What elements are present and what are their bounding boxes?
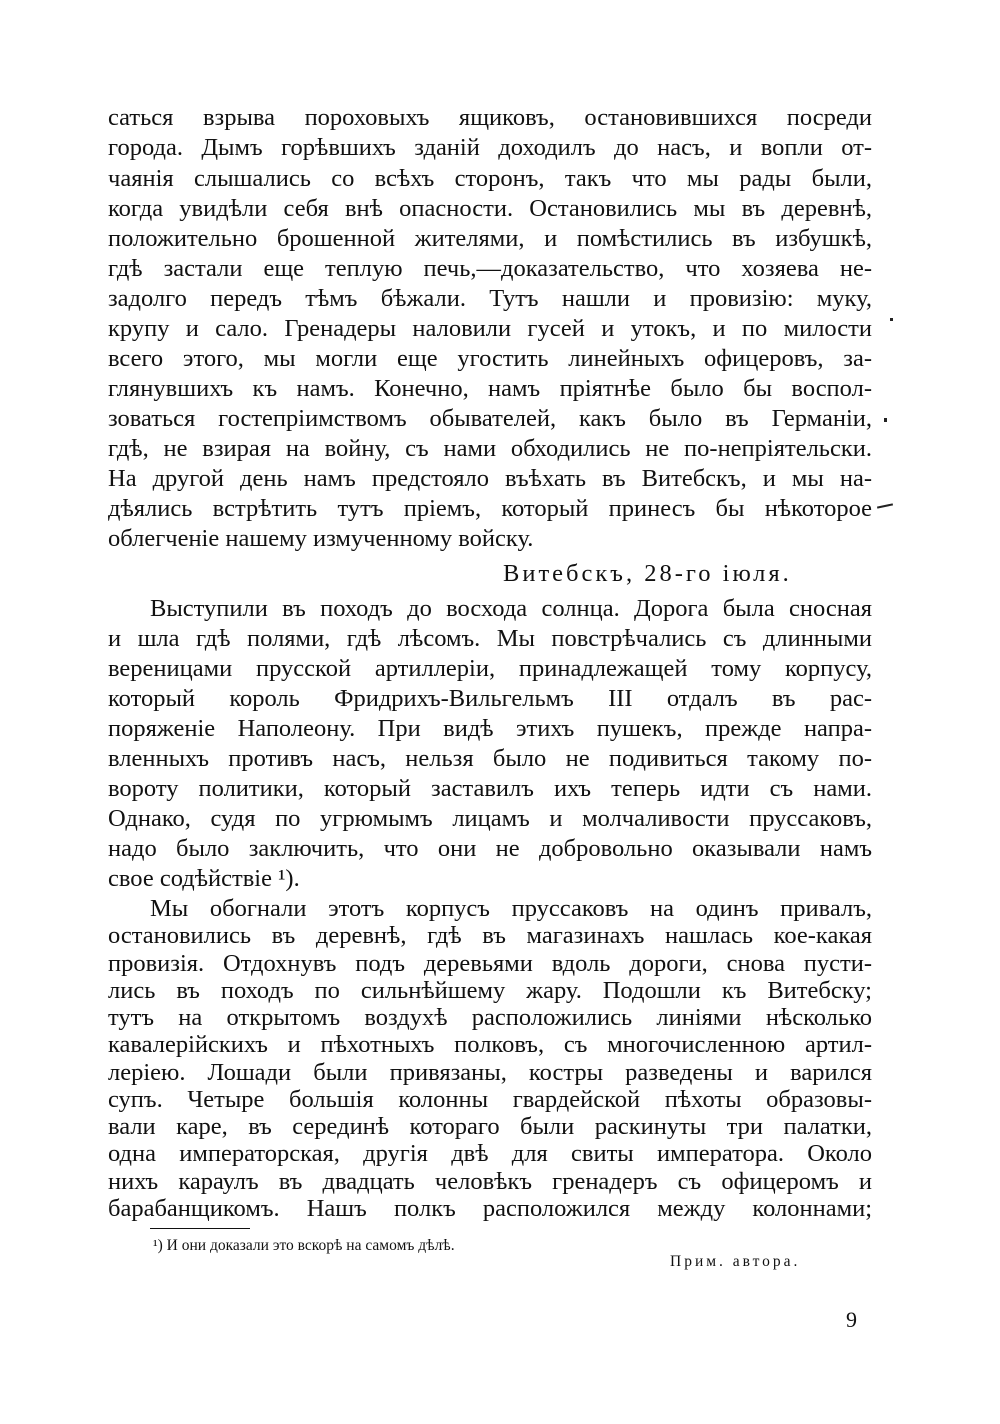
text-line: чаянія слышались со всѣхъ сторонъ, такъ что мы рады были, xyxy=(108,165,872,192)
text-line: крупу и сало. Гренадеры наловили гусей и утокъ, и по милости xyxy=(108,315,872,342)
text-line: леріею. Лошади были привязаны, костры разведены и варился xyxy=(108,1059,872,1086)
text-line: На другой день намъ предстояло въѣхать въ Витебскъ, и мы на- xyxy=(108,465,872,492)
text-line: всего этого, мы могли еще угостить линейныхъ офицеровъ, за- xyxy=(108,345,872,372)
page-number: 9 xyxy=(846,1307,857,1332)
text-line: вленныхъ противъ насъ, нельзя было не подивиться такому по- xyxy=(108,745,872,772)
margin-mark xyxy=(877,503,893,508)
text-line: гдѣ застали еще теплую печь,—доказательство, что хозяева не- xyxy=(108,255,872,282)
text-line: вали каре, въ серединѣ котораго были раскинуты три палатки, xyxy=(108,1113,872,1140)
text-line: провизія. Отдохнувъ подъ деревьями вдоль дороги, снова пусти- xyxy=(108,950,872,977)
text-line: Однако, судя по угрюмымъ лицамъ и молчаливости пруссаковъ, xyxy=(108,805,872,832)
text-line: барабанщикомъ. Нашъ полкъ расположился между колоннами; xyxy=(108,1195,872,1222)
footnote-attribution: Прим. автора. xyxy=(670,1253,801,1270)
text-line: кавалерійскихъ и пѣхотныхъ полковъ, съ многочисленною артил- xyxy=(108,1031,872,1058)
text-line: облегченіе нашему измученному войску. xyxy=(108,525,534,552)
text-line: дѣялись встрѣтить тутъ пріемъ, который принесъ бы нѣкоторое xyxy=(108,495,872,522)
margin-mark xyxy=(884,418,887,422)
text-line: надо было заключить, что они не добровольно оказывали намъ xyxy=(108,835,872,862)
text-line: поряженіе Наполеону. При видѣ этихъ пушекъ, прежде напра- xyxy=(108,715,872,742)
margin-mark xyxy=(890,318,893,321)
text-line: лись въ походъ по сильнѣйшему жару. Подошли къ Витебску; xyxy=(108,977,872,1004)
text-line: глянувшихъ къ намъ. Конечно, намъ пріятнѣе было бы воспол- xyxy=(108,375,872,402)
text-line-footnote-ref: свое содѣйствіе ¹). xyxy=(108,865,300,892)
dateline-heading: Витебскъ, 28-го іюля. xyxy=(503,560,792,587)
footnote-rule xyxy=(150,1228,250,1229)
text-line: города. Дымъ горѣвшихъ зданій доходилъ до насъ, и вопли от- xyxy=(108,134,872,161)
text-line: остановились въ деревнѣ, гдѣ въ магазинахъ нашлась кое-какая xyxy=(108,922,872,949)
text-line: саться взрыва пороховыхъ ящиковъ, остановившихся посреди xyxy=(108,104,872,131)
text-line: Выступили въ походъ до восхода солнца. Дорога была сносная xyxy=(150,595,872,622)
text-line: зоваться гостепріимствомъ обывателей, какъ было въ Германіи, xyxy=(108,405,872,432)
footnote-text: ¹) И они доказали это вскорѣ на самомъ дѣлѣ. xyxy=(153,1237,455,1254)
text-line: вороту политики, который заставилъ ихъ теперь идти съ нами. xyxy=(108,775,872,802)
text-line: который король Фридрихъ-Вильгельмъ III отдалъ въ рас- xyxy=(108,685,872,712)
text-line: и шла гдѣ полями, гдѣ лѣсомъ. Мы повстрѣчались съ длинными xyxy=(108,625,872,652)
text-line: Мы обогнали этотъ корпусъ пруссаковъ на одинъ привалъ, xyxy=(150,895,872,922)
text-line: нихъ караулъ въ двадцать человѣкъ гренадеръ съ офицеромъ и xyxy=(108,1168,872,1195)
text-line: задолго передъ тѣмъ бѣжали. Тутъ нашли и провизію: муку, xyxy=(108,285,872,312)
text-line: тутъ на открытомъ воздухѣ расположились линіями нѣсколько xyxy=(108,1004,872,1031)
text-line: вереницами прусской артиллеріи, принадлежащей тому корпусу, xyxy=(108,655,872,682)
text-line: гдѣ, не взирая на войну, съ нами обходились не по-непріятельски. xyxy=(108,435,872,462)
text-line: супъ. Четыре большія колонны гвардейской пѣхоты образовы- xyxy=(108,1086,872,1113)
text-line: положительно брошенной жителями, и помѣстились въ избушкѣ, xyxy=(108,225,872,252)
text-line: одна императорская, другія двѣ для свиты императора. Около xyxy=(108,1140,872,1167)
text-line: когда увидѣли себя внѣ опасности. Остановились мы въ деревнѣ, xyxy=(108,195,872,222)
